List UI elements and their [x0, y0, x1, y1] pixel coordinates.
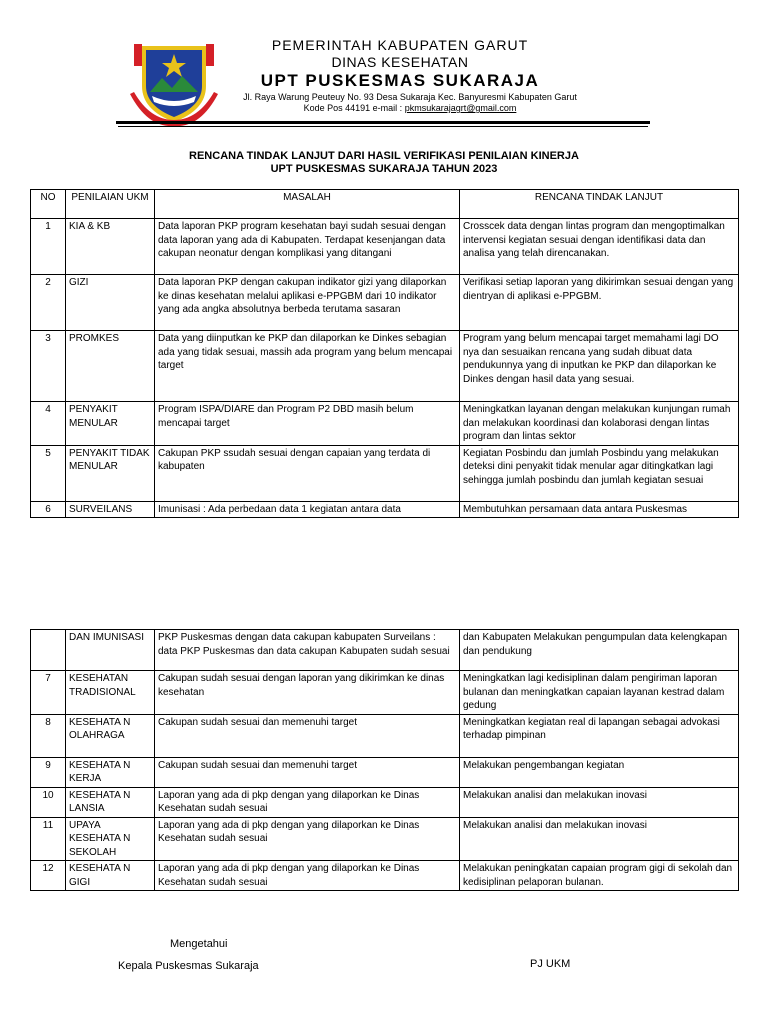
row-rencana: Verifikasi setiap laporan yang dikirimkan sesuai dengan yang dientryan di aplikasi e-PPGBM.	[460, 275, 739, 331]
row-rencana: dan Kabupaten Melakukan pengumpulan data kelengkapan dan pendukung	[460, 630, 739, 671]
row-no: 12	[31, 861, 66, 891]
row-no	[31, 630, 66, 671]
plan-table-part2	[30, 629, 739, 891]
table-row	[31, 445, 739, 501]
row-masalah: Cakupan sudah sesuai dan memenuhi target	[155, 714, 460, 757]
postal-code-text: Kode Pos 44191 e-mail :	[303, 103, 405, 113]
row-rencana: Meningkatkan kegiatan real di lapangan sebagai advokasi terhadap pimpinan	[460, 714, 739, 757]
row-rencana: Melakukan analisi dan melakukan inovasi	[460, 787, 739, 817]
row-masalah: Cakupan PKP ssudah sesuai dengan capaian yang terdata di kabupaten	[155, 445, 460, 501]
row-rencana: Meningkatkan layanan dengan melakukan kunjungan rumah dan melakukan koordinasi dan kolaborasi dengan lintas program dan lintas sektor	[460, 402, 739, 446]
table-row	[31, 275, 739, 331]
garut-regency-emblem-icon	[128, 36, 220, 128]
plan-table-part1	[30, 189, 739, 518]
row-penilaian: KESEHATA N KERJA	[66, 757, 155, 787]
row-penilaian: KESEHATAN TRADISIONAL	[66, 671, 155, 715]
row-masalah: Program ISPA/DIARE dan Program P2 DBD masih belum mencapai target	[155, 402, 460, 446]
row-rencana: Melakukan analisi dan melakukan inovasi	[460, 817, 739, 861]
row-penilaian: SURVEILANS	[66, 501, 155, 518]
row-masalah: Cakupan sudah sesuai dan memenuhi target	[155, 757, 460, 787]
table-row	[31, 671, 739, 715]
row-rencana: Membutuhkan persamaan data antara Puskesmas	[460, 501, 739, 518]
row-penilaian: KESEHATA N OLAHRAGA	[66, 714, 155, 757]
row-no: 10	[31, 787, 66, 817]
row-penilaian: UPAYA KESEHATA N SEKOLAH	[66, 817, 155, 861]
row-rencana: Melakukan peningkatan capaian program gigi di sekolah dan kedisiplinan pelaporan bulanan.	[460, 861, 739, 891]
header-no: NO	[31, 190, 66, 219]
table-row	[31, 817, 739, 861]
row-rencana: Melakukan pengembangan kegiatan	[460, 757, 739, 787]
row-penilaian: KESEHATA N LANSIA	[66, 787, 155, 817]
row-masalah: Cakupan sudah sesuai dengan laporan yang dikirimkan ke dinas kesehatan	[155, 671, 460, 715]
row-penilaian: PENYAKIT MENULAR	[66, 402, 155, 446]
table-row	[31, 501, 739, 518]
letterhead-institution: UPT PUSKESMAS SUKARAJA	[260, 71, 540, 90]
letterhead-divider-thick	[116, 121, 650, 124]
acknowledged-label: Mengetahui	[170, 938, 228, 950]
row-penilaian: DAN IMUNISASI	[66, 630, 155, 671]
row-rencana: Crosscek data dengan lintas program dan mengoptimalkan intervensi kegiatan sesuai dengan identifikasi data dan analisa yang telah direncanakan.	[460, 219, 739, 275]
row-no: 11	[31, 817, 66, 861]
row-masalah: Laporan yang ada di pkp dengan yang dilaporkan ke Dinas Kesehatan sudah sesuai	[155, 861, 460, 891]
pj-ukm-title: PJ UKM	[530, 958, 571, 970]
row-no: 5	[31, 445, 66, 501]
table-row	[31, 757, 739, 787]
letterhead-department: DINAS KESEHATAN	[331, 54, 469, 70]
row-rencana: Kegiatan Posbindu dan jumlah Posbindu yang melakukan deteksi dini penyakit tidak menular agar ditingkatkan lagi sehingga jumlah posbindu dan jumlah kegiatan sesuai	[460, 445, 739, 501]
header-masalah: MASALAH	[155, 190, 460, 219]
row-no: 9	[31, 757, 66, 787]
row-penilaian: GIZI	[66, 275, 155, 331]
table-row	[31, 219, 739, 275]
row-masalah: Imunisasi : Ada perbedaan data 1 kegiatan antara data	[155, 501, 460, 518]
table-row	[31, 787, 739, 817]
regency-logo	[128, 36, 220, 128]
table-row	[31, 402, 739, 446]
header-rencana: RENCANA TINDAK LANJUT	[460, 190, 739, 219]
head-title: Kepala Puskesmas Sukaraja	[118, 960, 259, 972]
row-masalah: Data yang diinputkan ke PKP dan dilaporkan ke Dinkes sebagian ada yang tidak sesuai, massih ada program yang belum mencapai target	[155, 331, 460, 402]
row-penilaian: KESEHATA N GIGI	[66, 861, 155, 891]
row-no: 7	[31, 671, 66, 715]
row-no: 3	[31, 331, 66, 402]
letterhead-contact	[205, 103, 615, 113]
row-masalah: Laporan yang ada di pkp dengan yang dilaporkan ke Dinas Kesehatan sudah sesuai	[155, 817, 460, 861]
row-penilaian: PROMKES	[66, 331, 155, 402]
header-penilaian: PENILAIAN UKM	[66, 190, 155, 219]
row-masalah: PKP Puskesmas dengan data cakupan kabupaten Surveilans : data PKP Puskesmas dan data cakupan Kabupaten sudah sesuai	[155, 630, 460, 671]
table-row	[31, 714, 739, 757]
table-row	[31, 331, 739, 402]
letterhead-government: PEMERINTAH KABUPATEN GARUT	[271, 37, 529, 53]
table-row	[31, 630, 739, 671]
row-penilaian: KIA & KB	[66, 219, 155, 275]
row-penilaian: PENYAKIT TIDAK MENULAR	[66, 445, 155, 501]
row-masalah: Data laporan PKP program kesehatan bayi sudah sesuai dengan data laporan yang ada di Kabupaten. Terdapat kesenjangan data cakupan neonatur dengan komplikasi yang ditangani	[155, 219, 460, 275]
row-no: 4	[31, 402, 66, 446]
email-link[interactable]: pkmsukarajagrt@gmail.com	[404, 103, 517, 113]
row-masalah: Laporan yang ada di pkp dengan yang dilaporkan ke Dinas Kesehatan sudah sesuai	[155, 787, 460, 817]
row-rencana: Program yang belum mencapai target memahami lagi DO nya dan sesuaikan rencana yang sudah dibuat data pendukunnya yang di inputkan ke PKP dan dilaporkan ke Dinkes dengan hasil data yang sesuai.	[460, 331, 739, 402]
document-subtitle: UPT PUSKESMAS SUKARAJA TAHUN 2023	[270, 163, 498, 175]
row-rencana: Meningkatkan lagi kedisiplinan dalam pengiriman laporan bulanan dan meningkatkan capaian layanan kestrad dalam gedung	[460, 671, 739, 715]
row-no: 8	[31, 714, 66, 757]
table-row	[31, 861, 739, 891]
row-no: 1	[31, 219, 66, 275]
row-masalah: Data laporan PKP dengan cakupan indikator gizi yang dilaporkan ke dinas kesehatan melalui aplikasi e-PPGBM dari 10 indikator yang ada angka absolutnya berbeda terutama sasaran	[155, 275, 460, 331]
letterhead-address: Jl. Raya Warung Peuteuy No. 93 Desa Sukaraja Kec. Banyuresmi Kabupaten Garut	[243, 92, 577, 102]
table-header-row	[31, 190, 739, 219]
document-title: RENCANA TINDAK LANJUT DARI HASIL VERIFIKASI PENILAIAN KINERJA	[189, 150, 579, 162]
letterhead-divider-thin	[118, 126, 648, 127]
row-no: 2	[31, 275, 66, 331]
row-no: 6	[31, 501, 66, 518]
